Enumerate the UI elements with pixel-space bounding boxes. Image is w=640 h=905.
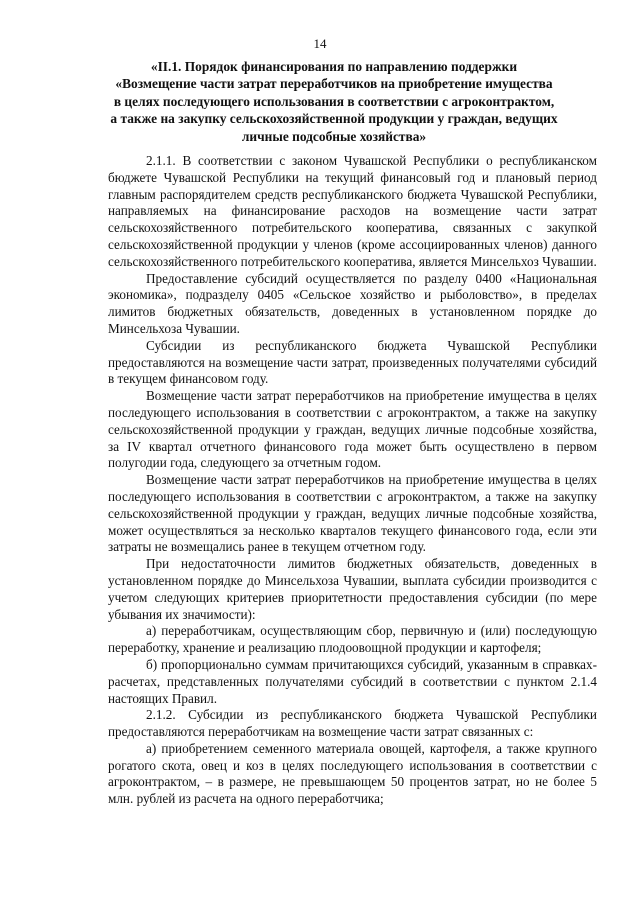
paragraph-criterion-a: а) переработчикам, осуществляющим сбор, первичную и (или) последующую переработку, хранение и реализацию плодоовощной продукции и картофеля;	[108, 623, 597, 656]
heading-line: «Возмещение части затрат переработчиков на приобретение имущества	[115, 76, 553, 92]
paragraph-criterion-b: б) пропорционально суммам причитающихся субсидий, указанным в справках-расчетах, представленных получателями субсидий в соответствии с пунктом 2.1.4 настоящих Правил.	[108, 656, 597, 706]
paragraph-subsidy-purpose: Субсидии из республиканского бюджета Чувашской Республики предоставляются на возмещение части затрат, произведенных получателями субсидий в текущем финансовом году.	[108, 337, 597, 387]
document-body	[108, 153, 597, 808]
paragraph-2-1-1: 2.1.1. В соответствии с законом Чувашской Республики о республиканском бюджете Чувашской Республики на текущий финансовый год и плановый период главным распорядителем средств республиканского бюджета Чувашской Республики, направляемых на финансирование расходов на возмещение части затрат сельскохозяйственного потребительского кооператива, связанных с закупкой сельскохозяйственной продукции у членов (кроме ассоциированных членов) данного сельскохозяйственного потребительского кооператива, является Минсельхоз Чувашии.	[108, 153, 597, 269]
paragraph-priority-criteria: При недостаточности лимитов бюджетных обязательств, доведенных в установленном порядке до Минсельхоза Чувашии, выплата субсидии производится с учетом следующих критериев приоритетности предоставления субсидии (по мере убывания их значимости):	[108, 556, 597, 622]
heading-line: «II.1. Порядок финансирования по направлению поддержки	[150, 59, 518, 74]
paragraph-q4-reimbursement: Возмещение части затрат переработчиков на приобретение имущества в целях последующего использования в соответствии с агроконтрактом, а также на закупку сельскохозяйственной продукции у граждан, ведущих личные подсобные хозяйства, за IV квартал отчетного финансового года может быть осуществлено в первом полугодии года, следующего за отчетным годом.	[108, 388, 597, 471]
page-number: 14	[313, 36, 327, 51]
paragraph-subsidy-section: Предоставление субсидий осуществляется по разделу 0400 «Национальная экономика», подразделу 0405 «Сельское хозяйство и рыболовство», в пределах лимитов бюджетных обязательств, доведенных в установленном порядке до Минсельхоза Чувашии.	[108, 270, 597, 336]
paragraph-multi-quarter: Возмещение части затрат переработчиков на приобретение имущества в целях последующего использования в соответствии с агроконтрактом, а также на закупку сельскохозяйственной продукции у граждан, ведущих личные подсобные хозяйства, может осуществляться за несколько кварталов текущего финансового года, если эти затраты не возмещались ранее в текущем отчетном году.	[108, 472, 597, 555]
paragraph-2-1-2: 2.1.2. Субсидии из республиканского бюджета Чувашской Республики предоставляются переработчикам на возмещение части затрат связанных с:	[108, 707, 597, 740]
heading-line: личные подсобные хозяйства»	[241, 128, 427, 144]
heading-line: в целях последующего использования в соответствии с агроконтрактом,	[113, 93, 555, 109]
section-heading	[70, 58, 598, 145]
paragraph-2-1-2-a: а) приобретением семенного материала овощей, картофеля, а также крупного рогатого скота, овец и коз в целях последующего использования в соответствии с агроконтрактом, – в размере, не превышающем 50 процентов затрат, но не более 5 млн. рублей из расчета на одного переработчика;	[108, 740, 597, 807]
heading-line: а также на закупку сельскохозяйственной продукции у граждан, ведущих	[110, 111, 558, 127]
